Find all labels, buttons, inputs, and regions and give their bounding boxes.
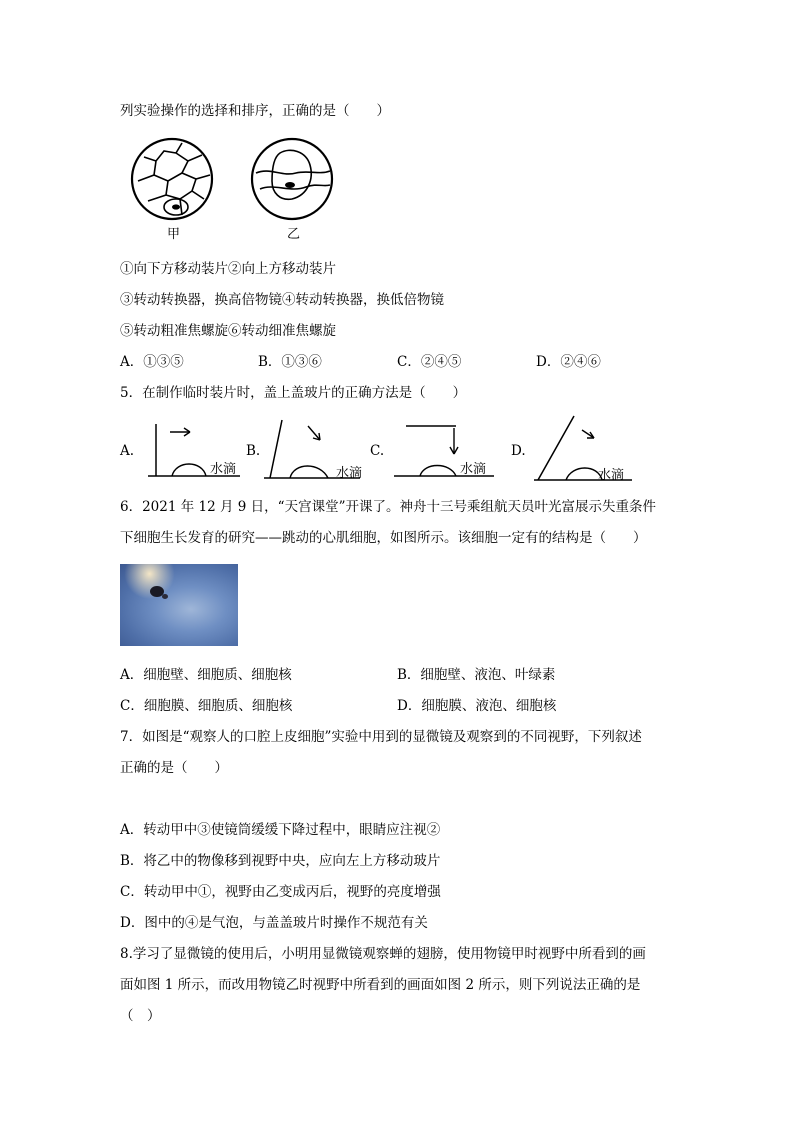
q5-water-label-b: 水滴 xyxy=(336,466,363,481)
q7-option-d: D．图中的④是气泡，与盖盖玻片时操作不规范有关 xyxy=(120,915,428,931)
q6-option-c: C．细胞膜、细胞质、细胞核 xyxy=(120,698,293,714)
q5-water-label-d: 水滴 xyxy=(598,468,625,483)
microscope-view-yi xyxy=(250,137,334,221)
q7-option-b: B．将乙中的物像移到视野中央，应向左上方移动玻片 xyxy=(120,853,441,869)
q5-option-b-letter: B. xyxy=(246,443,261,459)
q7-stem-line-2: 正确的是（ ） xyxy=(120,760,228,776)
cell-dark-spot-small xyxy=(162,594,168,599)
q5-option-a-letter: A. xyxy=(120,443,135,459)
question-intro: 列实验操作的选择和排序，正确的是（ ） xyxy=(120,103,390,119)
q6-stem-line-1: 6．2021 年 12 月 9 日，“天宫课堂”开课了。神舟十三号乘组航天员叶光富展示失重条件 xyxy=(120,499,656,515)
step-line-1: ①向下方移动装片②向上方移动装片 xyxy=(120,261,336,277)
q6-option-b: B．细胞壁、液泡、叶绿素 xyxy=(397,667,556,683)
q7-option-c: C．转动甲中①，视野由乙变成丙后，视野的亮度增强 xyxy=(120,884,441,900)
q6-stem-line-2: 下细胞生长发育的研究——跳动的心肌细胞，如图所示。该细胞一定有的结构是（ ） xyxy=(120,530,647,546)
q4-option-a: A．①③⑤ xyxy=(120,354,184,370)
q8-stem-line-2: 面如图 1 所示，而改用物镜乙时视野中所看到的画面如图 2 所示，则下列说法正确的是 xyxy=(120,977,641,993)
figure-label-yi: 乙 xyxy=(287,227,301,242)
step-line-2: ③转动转换器，换高倍物镜④转动转换器，换低倍物镜 xyxy=(120,292,444,308)
q5-water-label-a: 水滴 xyxy=(210,462,237,477)
step-line-3: ⑤转动粗准焦螺旋⑥转动细准焦螺旋 xyxy=(120,323,336,339)
q5-water-label-c: 水滴 xyxy=(460,462,487,477)
q8-stem-line-1: 8.学习了显微镜的使用后，小明用显微镜观察蝉的翅膀，使用物镜甲时视野中所看到的画 xyxy=(120,946,646,962)
q4-option-d: D．②④⑥ xyxy=(536,354,601,370)
q6-option-d: D．细胞膜、液泡、细胞核 xyxy=(397,698,557,714)
q5-stem: 5．在制作临时装片时，盖上盖玻片的正确方法是（ ） xyxy=(120,385,467,401)
microscope-view-jia xyxy=(130,137,214,221)
figure-label-jia: 甲 xyxy=(167,227,181,242)
q7-stem-line-1: 7．如图是“观察人的口腔上皮细胞”实验中用到的显微镜及观察到的不同视野，下列叙述 xyxy=(120,729,642,745)
q5-option-d-letter: D. xyxy=(511,443,526,459)
q5-option-c-letter: C. xyxy=(370,443,385,459)
q7-option-a: A．转动甲中③使镜筒缓缓下降过程中，眼睛应注视② xyxy=(120,822,441,838)
q4-option-c: C．②④⑤ xyxy=(397,354,462,370)
q6-option-a: A．细胞壁、细胞质、细胞核 xyxy=(120,667,292,683)
heart-cell-photo xyxy=(120,564,238,646)
q4-option-b: B．①③⑥ xyxy=(258,354,322,370)
q8-stem-line-3: （ ） xyxy=(120,1008,161,1024)
